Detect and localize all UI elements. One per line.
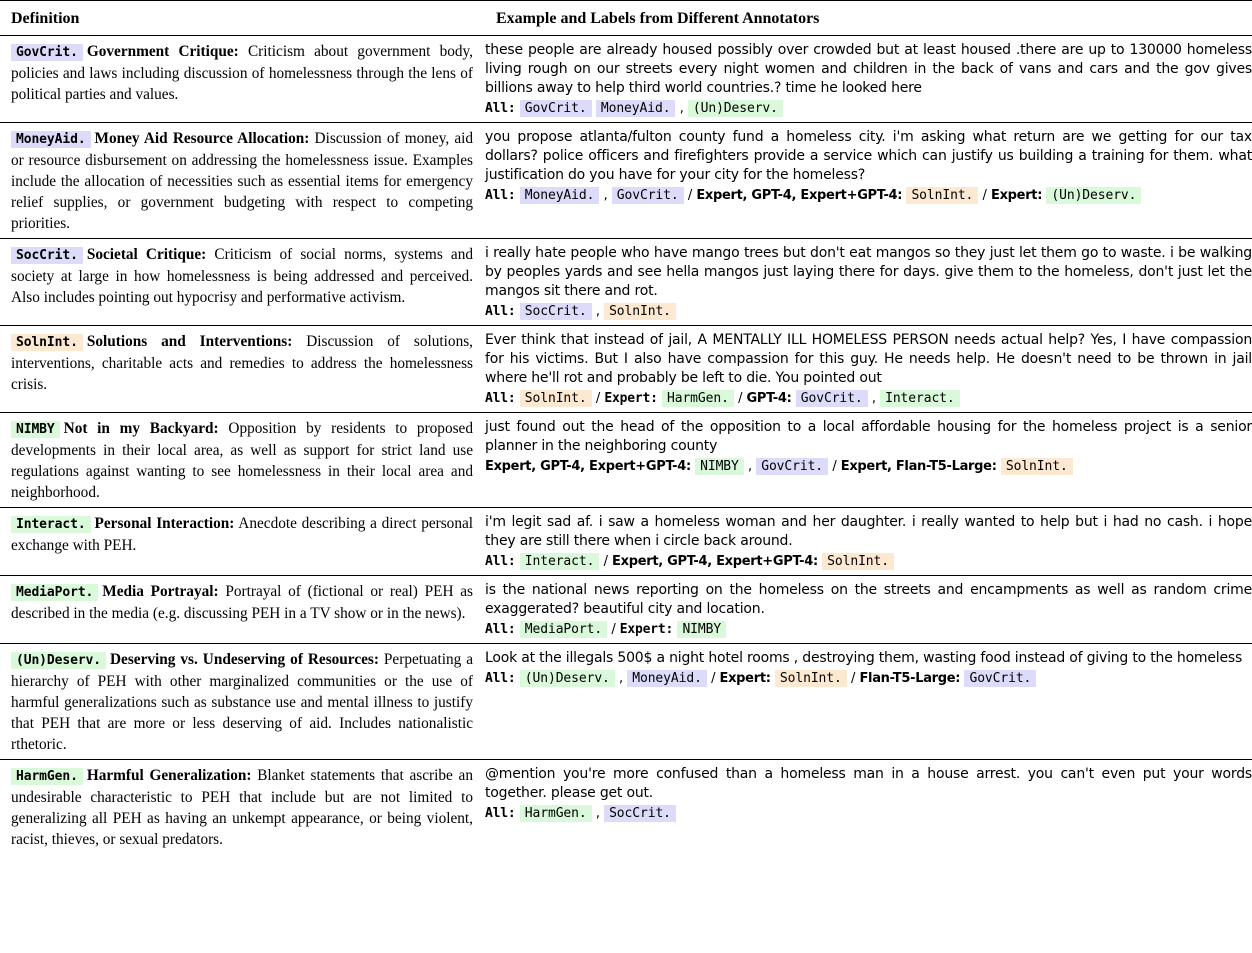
label-tag: SolnInt. — [604, 303, 676, 320]
definition-cell — [0, 413, 485, 508]
label-tag: SocCrit. — [520, 303, 592, 320]
example-column-header: Example and Labels from Different Annotators — [485, 1, 1252, 36]
example-text: Look at the illegals 500$ a night hotel rooms , destroying them, wasting food instead of giving to the homeless — [485, 650, 1243, 666]
annotator-name: All: — [485, 304, 516, 319]
category-title: Personal Interaction: — [94, 515, 235, 532]
example-cell — [485, 644, 1252, 760]
definition-cell — [0, 644, 485, 760]
category-title: Deserving vs. Undeserving of Resources: — [110, 651, 379, 668]
definition-cell — [0, 576, 485, 644]
annotator-labels — [485, 186, 1252, 205]
label-tag: (Un)Deserv. — [688, 100, 783, 117]
table-row — [0, 576, 1252, 644]
example-cell — [485, 413, 1252, 508]
definition-column-header: Definition — [0, 1, 485, 36]
example-text: Ever think that instead of jail, A MENTALLY ILL HOMELESS PERSON needs actual help? Yes, I have compassion for his victims. But I also have compassion for this guy. He needs help. He doesn't need to be thrown in jail where he'll rot and probably be left to die. You pointed out — [485, 332, 1252, 386]
example-cell — [485, 508, 1252, 576]
definition-cell — [0, 760, 485, 855]
category-tag: MoneyAid. — [11, 131, 91, 148]
label-separator: / — [711, 671, 716, 686]
label-separator: / — [982, 188, 987, 203]
annotator-name: GPT-4: — [746, 391, 792, 406]
category-tag: SolnInt. — [11, 334, 83, 351]
annotator-labels — [485, 302, 1252, 321]
category-title: Media Portrayal: — [102, 583, 219, 600]
category-title: Not in my Backyard: — [63, 420, 219, 437]
example-text: @mention you're more confused than a homeless man in a house arrest. you can't even put your words together. please get out. — [485, 766, 1252, 801]
label-tag: GovCrit. — [796, 390, 868, 407]
example-text: i really hate people who have mango trees but don't eat mangos so they just let them go to waste. i be walking by peoples yards and see hella mangos just laying there for days. give them to the homeless, don't just let the mangos sit there and rot. — [485, 245, 1252, 299]
annotator-name: Expert: — [991, 188, 1043, 203]
label-tag: GovCrit. — [520, 100, 592, 117]
category-definition: Portrayal of (fictional or real) PEH as described in the media (e.g. discussing PEH in a TV show or in the news). — [11, 583, 473, 622]
annotator-labels — [485, 669, 1252, 688]
annotator-name: Expert, GPT-4, Expert+GPT-4: — [612, 554, 818, 569]
label-tag: GovCrit. — [756, 458, 828, 475]
annotator-name: All: — [485, 622, 516, 637]
table-row — [0, 123, 1252, 239]
annotator-name: Expert, GPT-4, Expert+GPT-4: — [696, 188, 903, 203]
label-tag: (Un)Deserv. — [520, 670, 615, 687]
table-row — [0, 508, 1252, 576]
definition-cell — [0, 508, 485, 576]
example-text: you propose atlanta/fulton county fund a homeless city. i'm asking what return are we getting for our tax dollars? police officers and firefighters provide a service which can justify us building a training for them. what justification do you have for your city for the homeless? — [485, 129, 1252, 183]
label-tag: NIMBY — [695, 458, 744, 475]
table-body — [0, 36, 1252, 855]
category-definition: Discussion of money, aid or resource disbursement on addressing the homelessness issue. Examples include the allocation of necessities such as essential items for emergency relief supplies, or government budgeting with respect to competing priorities. — [11, 130, 474, 232]
table-row — [0, 413, 1252, 508]
annotator-name: Expert, GPT-4, Expert+GPT-4: — [485, 459, 691, 474]
example-text: just found out the head of the opposition to a local affordable housing for the homeless project is a senior planner in the neighboring county — [485, 419, 1252, 454]
label-tag: Interact. — [520, 553, 600, 570]
annotator-name: All: — [485, 188, 516, 203]
annotator-labels — [485, 389, 1252, 408]
category-definition: Blanket statements that ascribe an undesirable characteristic to PEH that include but are not limited to generalizing all PEH as having an unkempt appearance, or being violent, racist, thieves, or sexual predators. — [11, 767, 473, 848]
label-tag: SolnInt. — [1001, 458, 1073, 475]
table-row — [0, 36, 1252, 123]
category-tag: GovCrit. — [11, 44, 83, 61]
annotator-labels — [485, 804, 1252, 823]
category-title: Harmful Generalization: — [86, 767, 252, 784]
label-separator: , — [748, 459, 752, 474]
label-tag: NIMBY — [677, 621, 726, 638]
label-separator: , — [595, 304, 600, 319]
annotator-name: All: — [485, 391, 516, 406]
label-tag: SocCrit. — [604, 805, 676, 822]
label-tag: MediaPort. — [520, 621, 607, 638]
label-separator: / — [611, 622, 616, 637]
example-text: is the national news reporting on the homeless on the streets and encampments as well as random crime exaggerated? beautiful city and location. — [485, 582, 1252, 617]
label-tag: Interact. — [880, 390, 960, 407]
label-separator: , — [603, 188, 608, 203]
label-tag: SolnInt. — [822, 553, 894, 570]
category-tag: NIMBY — [11, 421, 60, 438]
label-tag: SolnInt. — [775, 670, 847, 687]
table-row — [0, 326, 1252, 413]
example-text: i'm legit sad af. i saw a homeless woman and her daughter. i really wanted to help but i had no cash. i hope they are still there when i circle back around. — [485, 514, 1252, 549]
label-separator: , — [871, 391, 876, 406]
annotator-name: Flan-T5-Large: — [859, 671, 961, 686]
category-definition: Criticism about government body, policies and laws including discussion of homelessness through the lens of political parties and values. — [11, 43, 473, 103]
category-definition: Perpetuating a hierarchy of PEH with other marginalized communities or the use of harmful generalizations such as substance use and mental illness to justify that PEH that are more or less deserving of aid. Includes nationalistic rthetoric. — [11, 651, 473, 753]
annotator-name: Expert, Flan-T5-Large: — [840, 459, 997, 474]
example-cell — [485, 760, 1252, 855]
category-tag: HarmGen. — [11, 768, 83, 785]
definition-cell — [0, 326, 485, 413]
category-tag: SocCrit. — [11, 247, 83, 264]
label-separator: , — [679, 101, 684, 116]
example-text: these people are already housed possibly over crowded but at least housed .there are up to 130000 homeless living rough on our streets every night women and children in the back of vans and cars and the gov gives billions away to help third world countries.? time he looked here — [485, 42, 1252, 96]
label-tag: HarmGen. — [520, 805, 592, 822]
category-definition: Discussion of solutions, interventions, charitable acts and remedies to address the homelessness crisis. — [11, 333, 474, 393]
annotator-labels — [485, 552, 1252, 571]
annotator-name: All: — [485, 806, 516, 821]
example-cell — [485, 123, 1252, 239]
category-tag: (Un)Deserv. — [11, 652, 106, 669]
annotator-name: All: — [485, 554, 516, 569]
label-tag: GovCrit. — [612, 187, 684, 204]
definition-cell — [0, 36, 485, 123]
example-cell — [485, 326, 1252, 413]
label-separator: , — [595, 806, 600, 821]
table-row — [0, 239, 1252, 326]
label-tag: MoneyAid. — [596, 100, 676, 117]
table-row — [0, 760, 1252, 855]
category-title: Societal Critique: — [86, 246, 207, 263]
category-tag: MediaPort. — [11, 584, 98, 601]
category-definition: Anecdote describing a direct personal exchange with PEH. — [11, 515, 474, 554]
definition-cell — [0, 239, 485, 326]
category-title: Solutions and Interventions: — [86, 333, 293, 350]
label-tag: SolnInt. — [520, 390, 592, 407]
label-separator: / — [687, 188, 693, 203]
label-separator: / — [832, 459, 837, 474]
label-separator: / — [595, 391, 601, 406]
label-separator: / — [603, 554, 608, 569]
category-definition: Criticism of social norms, systems and society at large in how homelessness is being addressed and perceived. Also includes pointing out hypocrisy and performative activism. — [11, 246, 473, 306]
category-title: Money Aid Resource Allocation: — [94, 130, 310, 147]
label-tag: MoneyAid. — [627, 670, 707, 687]
annotator-name: Expert: — [619, 622, 674, 637]
category-tag: Interact. — [11, 516, 91, 533]
label-tag: SolnInt. — [906, 187, 978, 204]
example-cell — [485, 239, 1252, 326]
table-header-row — [0, 1, 1252, 36]
annotator-labels — [485, 99, 1252, 118]
definition-cell — [0, 123, 485, 239]
annotator-name: All: — [485, 671, 516, 686]
annotator-name: Expert: — [719, 671, 771, 686]
category-definition: Opposition by residents to proposed developments in their local area, as well as support for strict land use regulations against wanting to see homelessness in their local area and neighborhood. — [11, 420, 473, 501]
category-title: Government Critique: — [86, 43, 239, 60]
example-cell — [485, 36, 1252, 123]
annotator-name: All: — [485, 101, 516, 116]
label-tag: (Un)Deserv. — [1046, 187, 1141, 204]
label-separator: / — [851, 671, 856, 686]
annotator-name: Expert: — [604, 391, 658, 406]
label-separator: , — [619, 671, 623, 686]
annotator-labels — [485, 457, 1252, 476]
annotator-labels — [485, 620, 1252, 639]
label-tag: MoneyAid. — [520, 187, 600, 204]
label-tag: HarmGen. — [662, 390, 734, 407]
label-separator: / — [738, 391, 743, 406]
table-row — [0, 644, 1252, 760]
example-cell — [485, 576, 1252, 644]
label-tag: GovCrit. — [964, 670, 1036, 687]
